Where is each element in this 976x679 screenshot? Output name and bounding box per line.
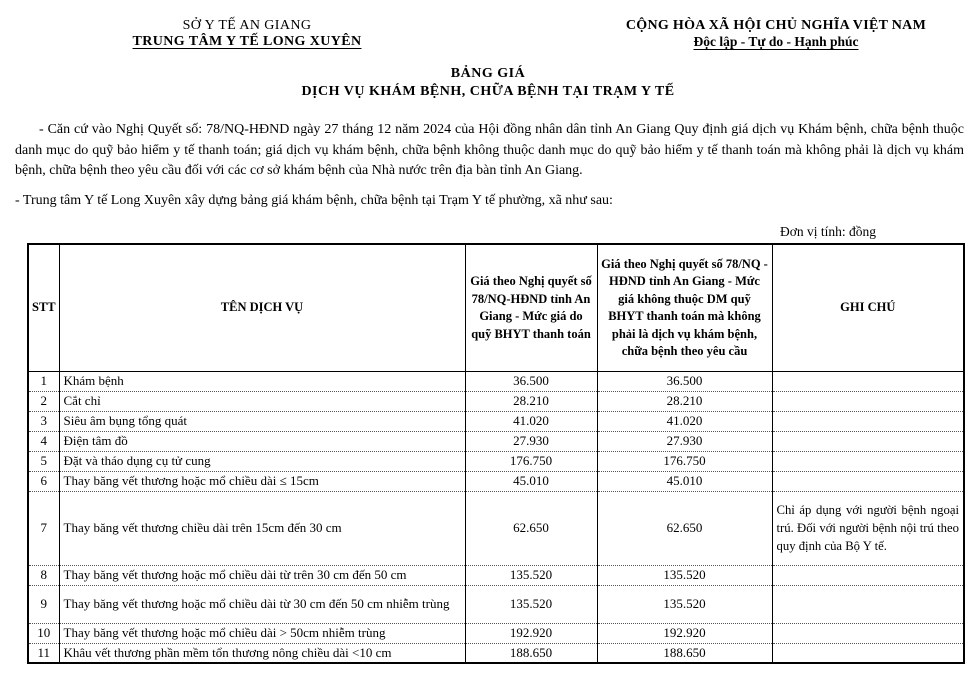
cell-note xyxy=(772,643,964,663)
price-table xyxy=(27,243,965,665)
document-title xyxy=(0,66,976,100)
cell-note xyxy=(772,372,964,392)
cell-service: Thay băng vết thương hoặc mổ chiều dài từ 30 cm đến 50 cm nhiễm trùng xyxy=(59,585,465,623)
col-header-price-bhyt: Giá theo Nghị quyết số 78/NQ-HĐND tỉnh An Giang - Mức giá do quỹ BHYT thanh toán xyxy=(465,244,597,372)
col-header-service: TÊN DỊCH VỤ xyxy=(59,244,465,372)
cell-service: Thay băng vết thương hoặc mổ chiều dài ≤ 15cm xyxy=(59,471,465,491)
cell-stt: 5 xyxy=(28,451,59,471)
table-row xyxy=(28,432,964,452)
org-parent-name: SỞ Y TẾ AN GIANG xyxy=(182,18,312,33)
header-row xyxy=(28,244,964,372)
national-title: CỘNG HÒA XÃ HỘI CHỦ NGHĨA VIỆT NAM xyxy=(625,18,927,33)
table-row xyxy=(28,372,964,392)
cell-stt: 1 xyxy=(28,372,59,392)
cell-price-non-bhyt: 45.010 xyxy=(597,471,772,491)
cell-price-non-bhyt: 188.650 xyxy=(597,643,772,663)
cell-price-bhyt: 62.650 xyxy=(465,491,597,565)
document-title-line1: BẢNG GIÁ xyxy=(450,66,526,81)
unit-note: Đơn vị tính: đồng xyxy=(779,223,876,239)
cell-price-bhyt: 188.650 xyxy=(465,643,597,663)
cell-service: Thay băng vết thương hoặc mổ chiều dài > 50cm nhiễm trùng xyxy=(59,623,465,643)
cell-note xyxy=(772,585,964,623)
cell-price-bhyt: 28.210 xyxy=(465,392,597,412)
table-row xyxy=(28,491,964,565)
table-row xyxy=(28,412,964,432)
table-row xyxy=(28,623,964,643)
cell-price-bhyt: 36.500 xyxy=(465,372,597,392)
table-row xyxy=(28,392,964,412)
cell-note xyxy=(772,392,964,412)
col-header-note: GHI CHÚ xyxy=(772,244,964,372)
cell-note xyxy=(772,451,964,471)
cell-note xyxy=(772,412,964,432)
col-header-stt: STT xyxy=(28,244,59,372)
cell-service: Khâu vết thương phần mềm tổn thương nông chiều dài <10 cm xyxy=(59,643,465,663)
cell-price-non-bhyt: 28.210 xyxy=(597,392,772,412)
cell-stt: 9 xyxy=(28,585,59,623)
cell-price-non-bhyt: 135.520 xyxy=(597,565,772,585)
cell-price-bhyt: 27.930 xyxy=(465,432,597,452)
table-row xyxy=(28,643,964,663)
price-table-body xyxy=(28,372,964,664)
document-title-line2: DỊCH VỤ KHÁM BỆNH, CHỮA BỆNH TẠI TRẠM Y TẾ xyxy=(301,84,675,99)
cell-price-bhyt: 135.520 xyxy=(465,565,597,585)
cell-stt: 11 xyxy=(28,643,59,663)
cell-price-non-bhyt: 27.930 xyxy=(597,432,772,452)
cell-note xyxy=(772,471,964,491)
document-header xyxy=(0,18,976,50)
table-row xyxy=(28,565,964,585)
table-row xyxy=(28,451,964,471)
cell-price-bhyt: 41.020 xyxy=(465,412,597,432)
cell-stt: 3 xyxy=(28,412,59,432)
national-motto: Độc lập - Tự do - Hạnh phúc xyxy=(693,34,859,49)
table-row xyxy=(28,471,964,491)
cell-service: Điện tâm đồ xyxy=(59,432,465,452)
cell-service: Thay băng vết thương chiều dài trên 15cm đến 30 cm xyxy=(59,491,465,565)
table-row xyxy=(28,585,964,623)
cell-service: Cắt chỉ xyxy=(59,392,465,412)
cell-price-non-bhyt: 135.520 xyxy=(597,585,772,623)
price-table-header xyxy=(28,244,964,372)
cell-price-non-bhyt: 62.650 xyxy=(597,491,772,565)
cell-price-non-bhyt: 192.920 xyxy=(597,623,772,643)
col-header-price-non-bhyt: Giá theo Nghị quyết số 78/NQ - HĐND tỉnh An Giang - Mức giá không thuộc DM quỹ BHYT thanh toán mà không phải là dịch vụ khám bệnh, chữa bệnh theo yêu cầu xyxy=(597,244,772,372)
cell-price-bhyt: 176.750 xyxy=(465,451,597,471)
cell-stt: 6 xyxy=(28,471,59,491)
cell-price-non-bhyt: 41.020 xyxy=(597,412,772,432)
cell-price-bhyt: 45.010 xyxy=(465,471,597,491)
cell-stt: 10 xyxy=(28,623,59,643)
cell-note xyxy=(772,565,964,585)
cell-note: Chỉ áp dụng với người bệnh ngoại trú. Đối với người bệnh nội trú theo quy định của Bộ Y tế. xyxy=(772,491,964,565)
cell-stt: 4 xyxy=(28,432,59,452)
cell-price-bhyt: 135.520 xyxy=(465,585,597,623)
cell-price-non-bhyt: 176.750 xyxy=(597,451,772,471)
cell-price-non-bhyt: 36.500 xyxy=(597,372,772,392)
cell-service: Siêu âm bụng tổng quát xyxy=(59,412,465,432)
cell-price-bhyt: 192.920 xyxy=(465,623,597,643)
cell-service: Khám bệnh xyxy=(59,372,465,392)
cell-note xyxy=(772,623,964,643)
national-header-block xyxy=(590,18,962,50)
cell-service: Thay băng vết thương hoặc mổ chiều dài từ trên 30 cm đến 50 cm xyxy=(59,565,465,585)
issuing-org-block xyxy=(92,18,402,50)
cell-note xyxy=(772,432,964,452)
legal-basis-paragraph: - Căn cứ vào Nghị Quyết số: 78/NQ-HĐND ngày 27 tháng 12 năm 2024 của Hội đồng nhân dân tỉnh An Giang Quy định giá dịch vụ Khám bệnh, chữa bệnh thuộc danh mục do quỹ bảo hiểm y tế thanh toán; giá dịch vụ khám bệnh, chữa bệnh không thuộc danh mục do quỹ bảo hiểm y tế thanh toán mà không phải là dịch vụ khám bệnh, chữa bệnh theo yêu cầu đối với các cơ sở khám bệnh của Nhà nước trên địa bàn tỉnh An Giang. xyxy=(15,122,964,179)
cell-stt: 8 xyxy=(28,565,59,585)
cell-service: Đặt và tháo dụng cụ tử cung xyxy=(59,451,465,471)
cell-stt: 7 xyxy=(28,491,59,565)
org-unit-name: TRUNG TÂM Y TẾ LONG XUYÊN xyxy=(132,34,362,49)
intro-paragraph: - Trung tâm Y tế Long Xuyên xây dựng bảng giá khám bệnh, chữa bệnh tại Trạm Y tế phường, xã như sau: xyxy=(15,193,613,209)
cell-stt: 2 xyxy=(28,392,59,412)
